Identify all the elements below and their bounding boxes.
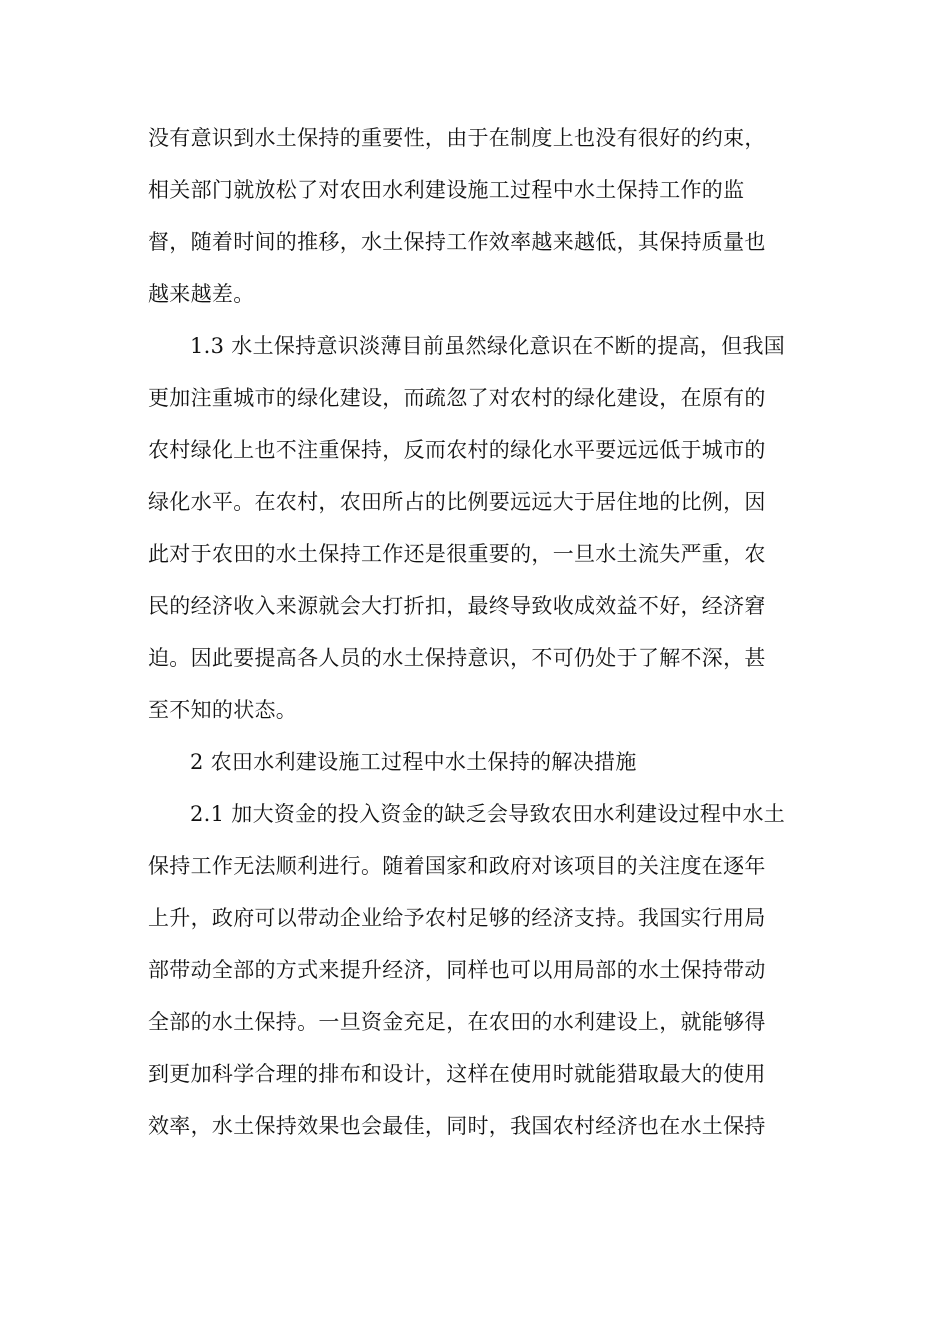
document-body xyxy=(148,112,808,1152)
text-line: 2.1 加大资金的投入资金的缺乏会导致农田水利建设过程中水土 xyxy=(190,802,786,826)
text-line: 上升，政府可以带动企业给予农村足够的经济支持。我国实行用局 xyxy=(148,906,766,930)
text-line: 迫。因此要提高各人员的水土保持意识，不可仍处于了解不深，甚 xyxy=(148,646,766,670)
text-line: 1.3 水土保持意识淡薄目前虽然绿化意识在不断的提高，但我国 xyxy=(190,334,786,358)
text-line: 至不知的状态。 xyxy=(148,698,298,722)
text-line: 更加注重城市的绿化建设，而疏忽了对农村的绿化建设，在原有的 xyxy=(148,386,766,410)
text-line: 保持工作无法顺利进行。随着国家和政府对该项目的关注度在逐年 xyxy=(148,854,766,878)
text-line: 部带动全部的方式来提升经济，同样也可以用局部的水土保持带动 xyxy=(148,958,766,982)
text-line: 此对于农田的水土保持工作还是很重要的，一旦水土流失严重，农 xyxy=(148,542,766,566)
text-line: 2 农田水利建设施工过程中水土保持的解决措施 xyxy=(190,750,637,774)
text-line: 效率，水土保持效果也会最佳，同时，我国农村经济也在水土保持 xyxy=(148,1114,766,1138)
text-line: 没有意识到水土保持的重要性，由于在制度上也没有很好的约束， xyxy=(148,126,766,150)
text-line: 督，随着时间的推移，水土保持工作效率越来越低，其保持质量也 xyxy=(148,230,766,254)
text-line: 农村绿化上也不注重保持，反而农村的绿化水平要远远低于城市的 xyxy=(148,438,766,462)
text-line: 全部的水土保持。一旦资金充足，在农田的水利建设上，就能够得 xyxy=(148,1010,766,1034)
text-line: 越来越差。 xyxy=(148,282,255,306)
text-line: 到更加科学合理的排布和设计，这样在使用时就能猎取最大的使用 xyxy=(148,1062,766,1086)
text-line: 相关部门就放松了对农田水利建设施工过程中水土保持工作的监 xyxy=(148,178,745,202)
text-line: 民的经济收入来源就会大打折扣，最终导致收成效益不好，经济窘 xyxy=(148,594,766,618)
text-line: 绿化水平。在农村，农田所占的比例要远远大于居住地的比例，因 xyxy=(148,490,766,514)
